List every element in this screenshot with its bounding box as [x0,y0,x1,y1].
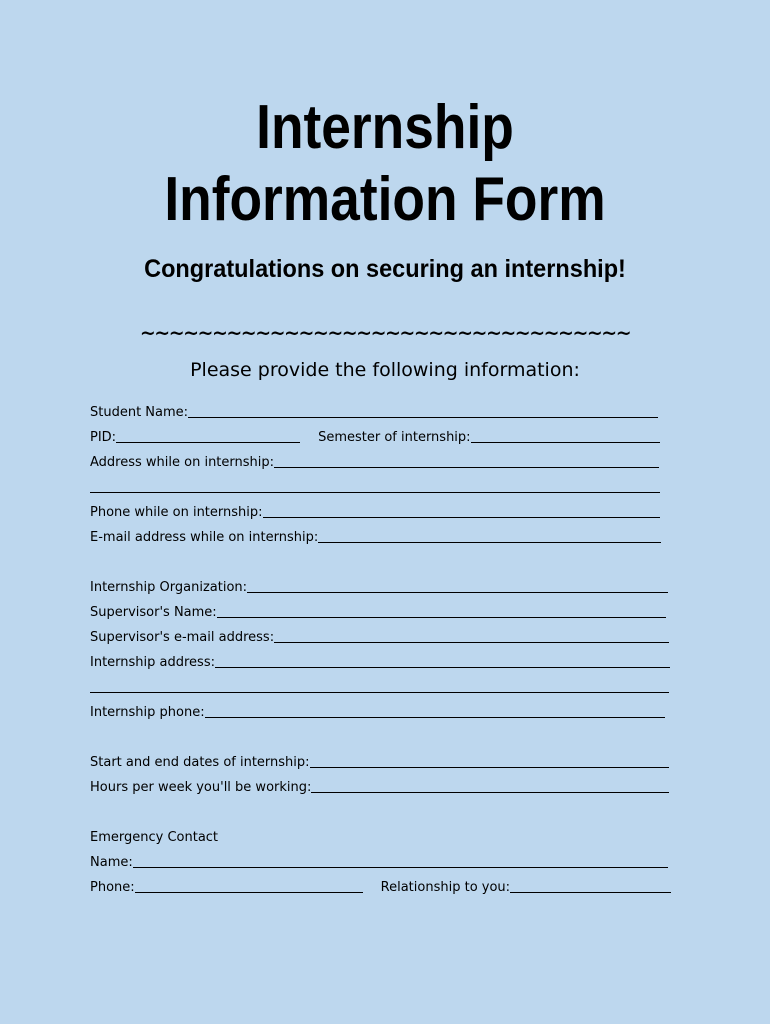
emergency-name-row [90,852,668,870]
supervisor-email-row [90,627,669,645]
pid-field[interactable] [116,428,300,443]
semester-label: Semester of internship: [318,430,471,445]
supervisor-email-field[interactable] [274,628,669,643]
relationship-label: Relationship to you: [380,880,511,895]
email-row [90,527,661,545]
supervisor-name-field[interactable] [217,603,666,618]
pid-semester-row [90,427,660,445]
internship-address-continuation-row [90,677,669,695]
phone-field[interactable] [263,503,660,518]
dates-field[interactable] [310,753,669,768]
address-label: Address while on internship: [90,455,275,470]
email-field[interactable] [318,528,661,543]
supervisor-name-label: Supervisor's Name: [90,605,217,620]
internship-phone-label: Internship phone: [90,705,205,720]
emergency-contact-heading: Emergency Contact [90,830,219,845]
emergency-phone-field[interactable] [135,878,363,893]
emergency-name-label: Name: [90,855,133,870]
internship-address-field[interactable] [215,653,670,668]
relationship-field[interactable] [510,878,671,893]
internship-phone-row [90,702,665,720]
hours-field[interactable] [311,778,669,793]
phone-row [90,502,660,520]
emergency-heading-row [90,827,218,845]
title-line-2: Information Form [164,165,606,234]
supervisor-name-row [90,602,666,620]
dates-row [90,752,669,770]
form-title [54,92,716,236]
internship-address-row [90,652,670,670]
organization-row [90,577,668,595]
internship-address-field-line-2[interactable] [90,678,669,693]
tilde-separator: ~~~~~~~~~~~~~~~~~~~~~~~~~~~~~~~~~~ [139,322,631,344]
email-label: E-mail address while on internship: [90,530,319,545]
hours-label: Hours per week you'll be working: [90,780,312,795]
organization-label: Internship Organization: [90,580,248,595]
internship-phone-field[interactable] [205,703,665,718]
organization-field[interactable] [247,578,668,593]
pid-label: PID: [90,430,117,445]
instruction-text: Please provide the following information: [190,359,580,381]
student-name-row [90,402,658,420]
address-field[interactable] [274,453,659,468]
emergency-name-field[interactable] [133,853,668,868]
address-field-line-2[interactable] [90,478,660,493]
address-row [90,452,659,470]
address-continuation-row [90,477,660,495]
phone-label: Phone while on internship: [90,505,263,520]
emergency-phone-row [90,877,671,895]
dates-label: Start and end dates of internship: [90,755,310,770]
internship-address-label: Internship address: [90,655,215,670]
emergency-phone-label: Phone: [90,880,135,895]
semester-field[interactable] [471,428,660,443]
hours-row [90,777,669,795]
student-name-field[interactable] [188,403,658,418]
supervisor-email-label: Supervisor's e-mail address: [90,630,275,645]
student-name-label: Student Name: [90,405,189,420]
title-line-1: Internship [256,93,514,162]
subtitle: Congratulations on securing an internship! [144,255,626,283]
